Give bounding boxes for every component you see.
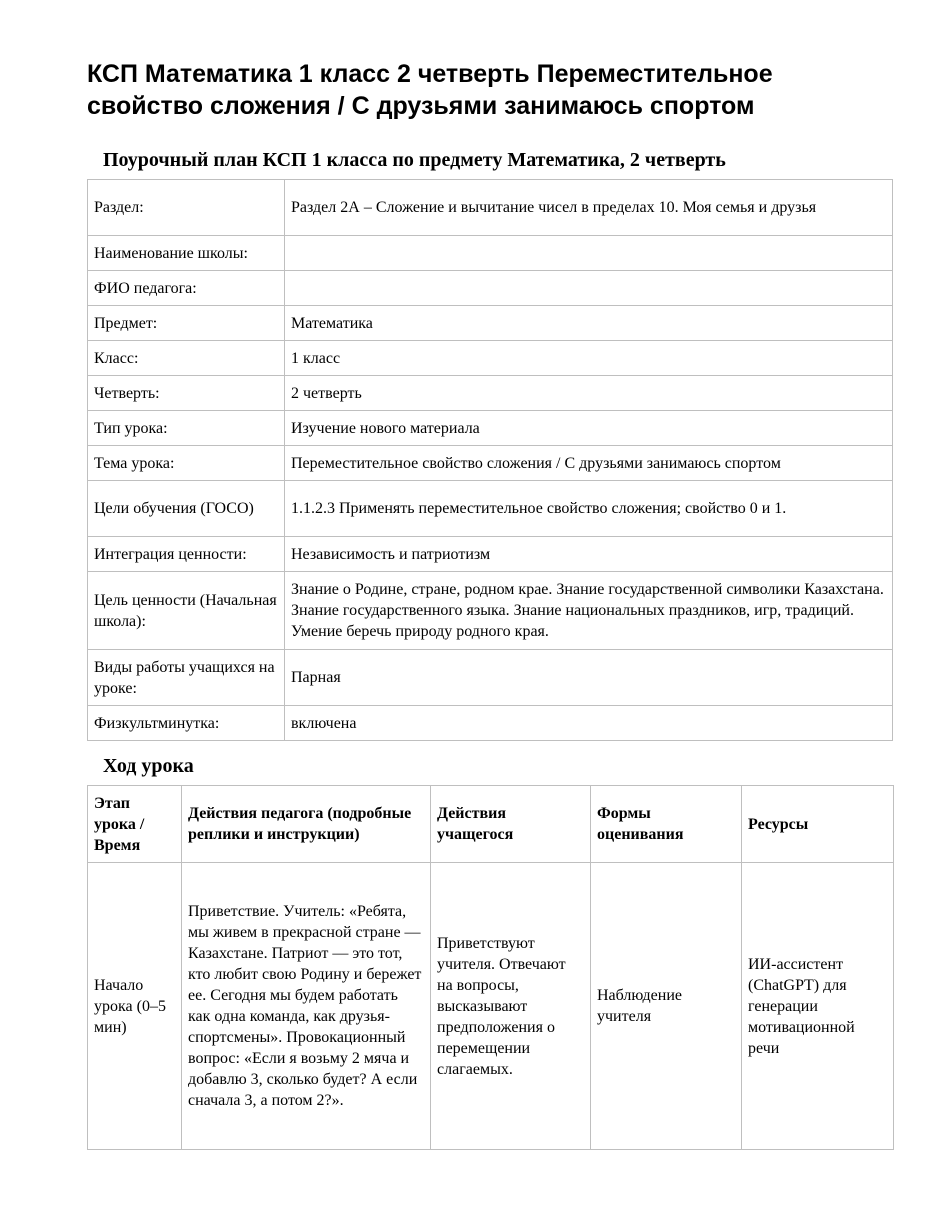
info-label: Наименование школы: — [88, 236, 285, 271]
cell-student: Приветствуют учителя. Отвечают на вопросы, высказывают предположения о перемещении слагаемых. — [431, 863, 591, 1150]
info-value: Математика — [285, 306, 893, 341]
info-label: Интеграция ценности: — [88, 537, 285, 572]
info-label: Класс: — [88, 341, 285, 376]
header-student: Действия учащегося — [431, 786, 591, 863]
cell-assessment: Наблюдение учителя — [591, 863, 742, 1150]
info-row-topic — [88, 446, 893, 481]
info-row-value-integration — [88, 537, 893, 572]
info-value: включена — [285, 706, 893, 741]
info-label: Цель ценности (Начальная школа): — [88, 572, 285, 650]
info-label: Физкультминутка: — [88, 706, 285, 741]
info-row-goals — [88, 481, 893, 537]
info-value: 1 класс — [285, 341, 893, 376]
info-value: 2 четверть — [285, 376, 893, 411]
info-value: Независимость и патриотизм — [285, 537, 893, 572]
info-value: Переместительное свойство сложения / С друзьями занимаюсь спортом — [285, 446, 893, 481]
header-stage: Этап урока / Время — [88, 786, 182, 863]
info-label: Виды работы учащихся на уроке: — [88, 650, 285, 706]
info-label: Тип урока: — [88, 411, 285, 446]
cell-teacher: Приветствие. Учитель: «Ребята, мы живем в прекрасной стране — Казахстане. Патриот — это тот, кто любит свою Родину и бережет ее. Сегодня мы будем работать как одна команда, как друзья-спортсмены». Провокационный вопрос: «Если я возьму 2 мяча и добавлю 3, сколько будет? А если сначала 3, а потом 2?». — [182, 863, 431, 1150]
cell-stage: Начало урока (0–5 мин) — [88, 863, 182, 1150]
header-resources: Ресурсы — [742, 786, 894, 863]
info-row-exercise-break — [88, 706, 893, 741]
info-value: Раздел 2А – Сложение и вычитание чисел в пределах 10. Моя семья и друзья — [285, 180, 893, 236]
info-value — [285, 271, 893, 306]
info-label: Четверть: — [88, 376, 285, 411]
info-value: Знание о Родине, стране, родном крае. Знание государственной символики Казахстана. Знание государственного языка. Знание национальных праздников, игр, традиций. Умение беречь природу родного края. — [285, 572, 893, 650]
info-row-value-goal — [88, 572, 893, 650]
lesson-flow-table — [87, 785, 894, 1150]
info-value — [285, 236, 893, 271]
header-assessment: Формы оценивания — [591, 786, 742, 863]
plan-heading: Поурочный план КСП 1 класса по предмету Математика, 2 четверть — [103, 149, 726, 171]
info-value: Парная — [285, 650, 893, 706]
lesson-info-table — [87, 179, 893, 741]
info-row-teacher — [88, 271, 893, 306]
course-heading: Ход урока — [103, 755, 194, 777]
header-teacher: Действия педагога (подробные реплики и инструкции) — [182, 786, 431, 863]
cell-resources: ИИ-ассистент (ChatGPT) для генерации мотивационной речи — [742, 863, 894, 1150]
info-row-quarter — [88, 376, 893, 411]
info-row-grade — [88, 341, 893, 376]
info-label: Цели обучения (ГОСО) — [88, 481, 285, 537]
table-row — [88, 863, 894, 1150]
info-row-section — [88, 180, 893, 236]
lesson-header-row — [88, 786, 894, 863]
info-label: Тема урока: — [88, 446, 285, 481]
info-row-subject — [88, 306, 893, 341]
document-title: КСП Математика 1 класс 2 четверть Переместительное свойство сложения / С друзьями занимаюсь спортом — [87, 60, 773, 120]
info-row-work-types — [88, 650, 893, 706]
info-value: Изучение нового материала — [285, 411, 893, 446]
info-value: 1.1.2.3 Применять переместительное свойство сложения; свойство 0 и 1. — [285, 481, 893, 537]
info-label: ФИО педагога: — [88, 271, 285, 306]
info-label: Предмет: — [88, 306, 285, 341]
info-row-school — [88, 236, 893, 271]
info-label: Раздел: — [88, 180, 285, 236]
info-row-lesson-type — [88, 411, 893, 446]
